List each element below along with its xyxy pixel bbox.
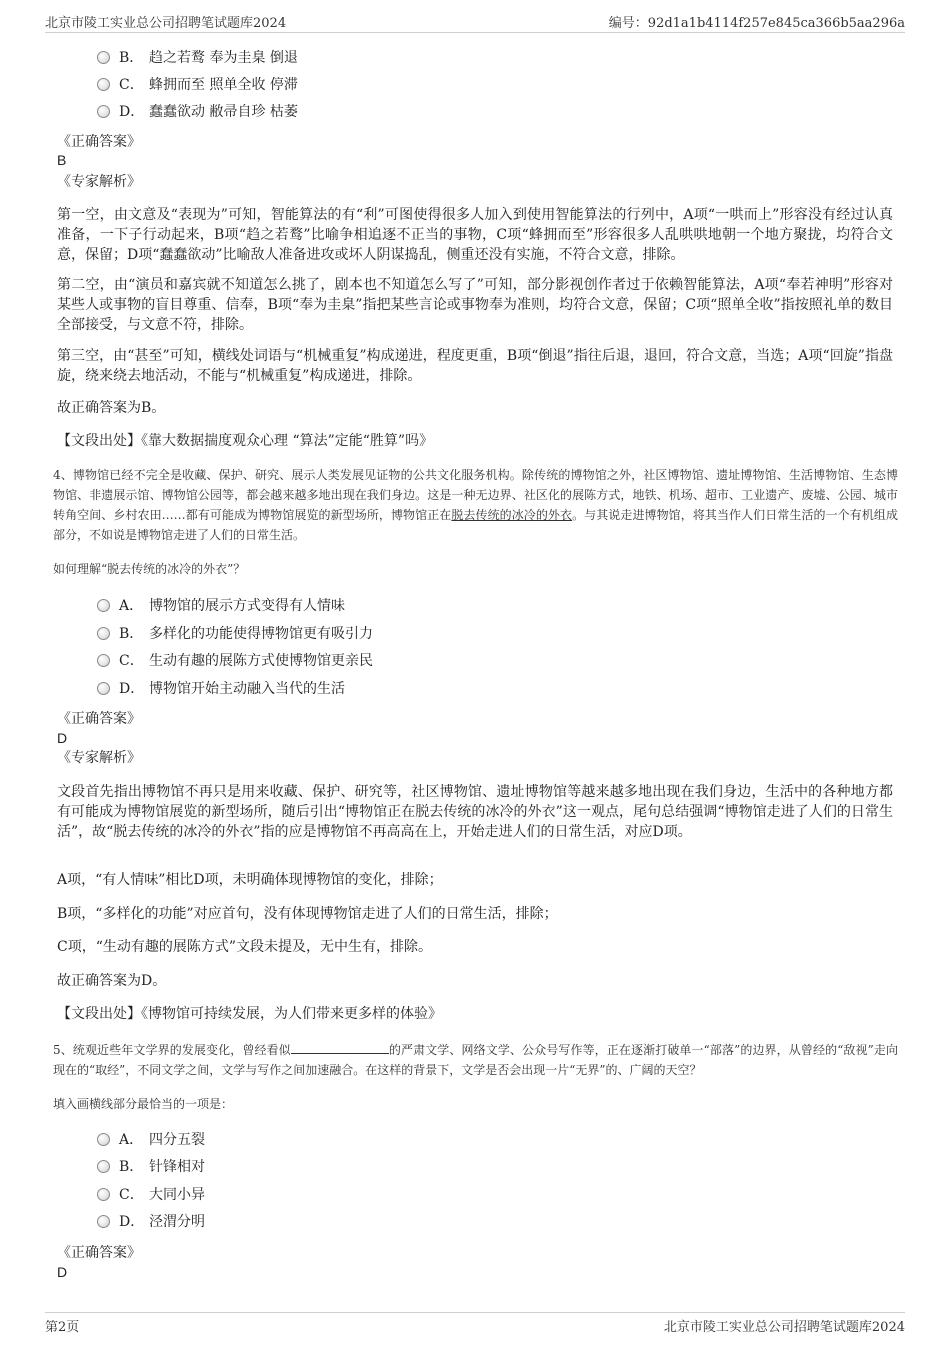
- footer-divider: [45, 1312, 905, 1313]
- radio-icon[interactable]: [97, 599, 110, 612]
- q5-option-a[interactable]: A． 四分五裂: [97, 1130, 205, 1150]
- q5-passage: 5、统观近些年文学界的发展变化，曾经看似 的严肃文学、网络文学、公众号写作等，正在逐渐打破单一“部落”的边界，从曾经的“敌视”走向现在的“取经”，不同文学之间，文学与写作之间加速融合。在这样的背景下，文学是否会出现一片“无界”的、广阔的天空？: [53, 1043, 898, 1077]
- q3-analysis-paragraph: 第一空，由文意及“表现为”可知，智能算法的有“利”可图使得很多人加入到使用智能算法的行列中，A项“一哄而上”形容没有经过认真准备，一下子行动起来，B项“趋之若鹜”比喻争相追逐不正当的事物，C项“蜂拥而至”形容很多人乱哄哄地朝一个地方聚拢，均符合文意，保留；D项“蠢蠢欲动”比喻敌人准备进攻或坏人阴谋捣乱，侧重还没有实施，不符合文意，排除。: [57, 207, 893, 263]
- q4-option-b[interactable]: B． 多样化的功能使得博物馆更有吸引力: [97, 624, 373, 644]
- q4-correct-answer-label: 《正确答案》: [57, 711, 141, 727]
- q4-option-a[interactable]: A． 博物馆的展示方式变得有人情味: [97, 596, 345, 616]
- radio-icon[interactable]: [97, 627, 110, 640]
- q4-underlined-phrase: 脱去传统的冰冷的外衣: [451, 508, 573, 522]
- q4-passage: 4、博物馆已经不完全是收藏、保护、研究、展示人类发展见证物的公共文化服务机构。除传统的博物馆之外，社区博物馆、遗址博物馆、生活博物馆、生态博物馆、非遗展示馆、博物馆公园等，都会越来越多地出现在我们身边。这是一种无边界、社区化的展陈方式，地铁、机场、超市、工业遗产、废墟、公园、城市转角空间、乡村农田……都有可能成为博物馆展览的新型场所，博物馆正在脱去传统的冰冷的外衣。与其说走进博物馆，将其当作人们日常生活的一个有机组成部分，不如说是博物馆走进了人们的日常生活。: [53, 468, 898, 542]
- radio-icon[interactable]: [97, 682, 110, 695]
- radio-icon[interactable]: [97, 105, 110, 118]
- q4-option-c[interactable]: C． 生动有趣的展陈方式使博物馆更亲民: [97, 651, 373, 671]
- radio-icon[interactable]: [97, 1215, 110, 1228]
- q4-analysis-paragraph: 文段首先指出博物馆不再只是用来收藏、保护、研究等，社区博物馆、遗址博物馆等越来越多地出现在我们身边，生活中的各种地方都有可能成为博物馆展览的新型场所，随后引出“博物馆正在脱去传统的冰冷的外衣”这一观点，尾句总结强调“博物馆走进了人们的日常生活”，故“脱去传统的冰冷的外衣”指的应是博物馆不再高高在上，开始走进人们的日常生活，对应D项。: [57, 784, 893, 840]
- radio-icon[interactable]: [97, 654, 110, 667]
- q5-option-c[interactable]: C． 大同小异: [97, 1185, 205, 1205]
- q3-analysis-paragraph: 第三空，由“甚至”可知，横线处词语与“机械重复”构成递进，程度更重，B项“倒退”指往后退，退回，符合文意，当选；A项“回旋”指盘旋，绕来绕去地活动，不能与“机械重复”构成递进，排除。: [57, 348, 893, 384]
- header-title: 北京市陵工实业总公司招聘笔试题库2024: [45, 16, 287, 31]
- q4-analysis-paragraph: A项，“有人情味”相比D项，未明确体现博物馆的变化，排除；: [57, 872, 443, 888]
- header-divider: [45, 32, 905, 33]
- q5-answer: D: [57, 1264, 68, 1280]
- q3-answer: B: [57, 152, 67, 168]
- q4-expert-analysis-label: 《专家解析》: [57, 750, 141, 766]
- q4-analysis-paragraph: C项，“生动有趣的展陈方式”文段未提及，无中生有，排除。: [57, 939, 433, 955]
- radio-icon[interactable]: [97, 51, 110, 64]
- q3-correct-answer-label: 《正确答案》: [57, 134, 141, 150]
- q3-option-c[interactable]: C． 蜂拥而至 照单全收 停滞: [97, 75, 298, 95]
- q3-expert-analysis-label: 《专家解析》: [57, 174, 141, 190]
- radio-icon[interactable]: [97, 1133, 110, 1146]
- radio-icon[interactable]: [97, 1188, 110, 1201]
- q5-blank: [291, 1041, 389, 1054]
- q3-conclusion: 故正确答案为B。: [57, 400, 166, 416]
- q3-option-d[interactable]: D． 蠢蠢欲动 敝帚自珍 枯萎: [97, 102, 298, 122]
- q5-correct-answer-label: 《正确答案》: [57, 1245, 141, 1261]
- q4-source: 【文段出处】《博物馆可持续发展，为人们带来更多样的体验》: [57, 1006, 442, 1022]
- q4-conclusion: 故正确答案为D。: [57, 973, 167, 989]
- q4-answer: D: [57, 730, 68, 746]
- q4-question: 如何理解“脱去传统的冰冷的外衣”？: [53, 562, 246, 576]
- q3-option-b[interactable]: B． 趋之若鹜 奉为圭臬 倒退: [97, 48, 298, 68]
- document-code: 编号：92d1a1b4114f257e845ca366b5aa296a: [608, 16, 905, 31]
- radio-icon[interactable]: [97, 1160, 110, 1173]
- q3-source: 【文段出处】《靠大数据揣度观众心理 “算法”定能“胜算”吗》: [57, 433, 434, 449]
- q3-analysis-paragraph: 第二空，由“演员和嘉宾就不知道怎么挑了，剧本也不知道怎么写了”可知，部分影视创作者过于依赖智能算法，A项“奉若神明”形容对某些人或事物的盲目尊重、信奉，B项“奉为圭臬”指把某些言论或事物奉为准则，均符合文意，保留；C项“照单全收”指按照礼单的数目全部接受，与文意不符，排除。: [57, 277, 893, 333]
- q4-analysis-paragraph: B项，“多样化的功能”对应首句，没有体现博物馆走进了人们的日常生活，排除；: [57, 906, 558, 922]
- q5-option-d[interactable]: D． 泾渭分明: [97, 1212, 205, 1232]
- q5-option-b[interactable]: B． 针锋相对: [97, 1157, 205, 1177]
- page-number: 第2页: [45, 1320, 80, 1335]
- radio-icon[interactable]: [97, 78, 110, 91]
- footer-title: 北京市陵工实业总公司招聘笔试题库2024: [663, 1320, 905, 1335]
- q4-option-d[interactable]: D． 博物馆开始主动融入当代的生活: [97, 679, 345, 699]
- q5-question: 填入画横线部分最恰当的一项是：: [53, 1097, 234, 1111]
